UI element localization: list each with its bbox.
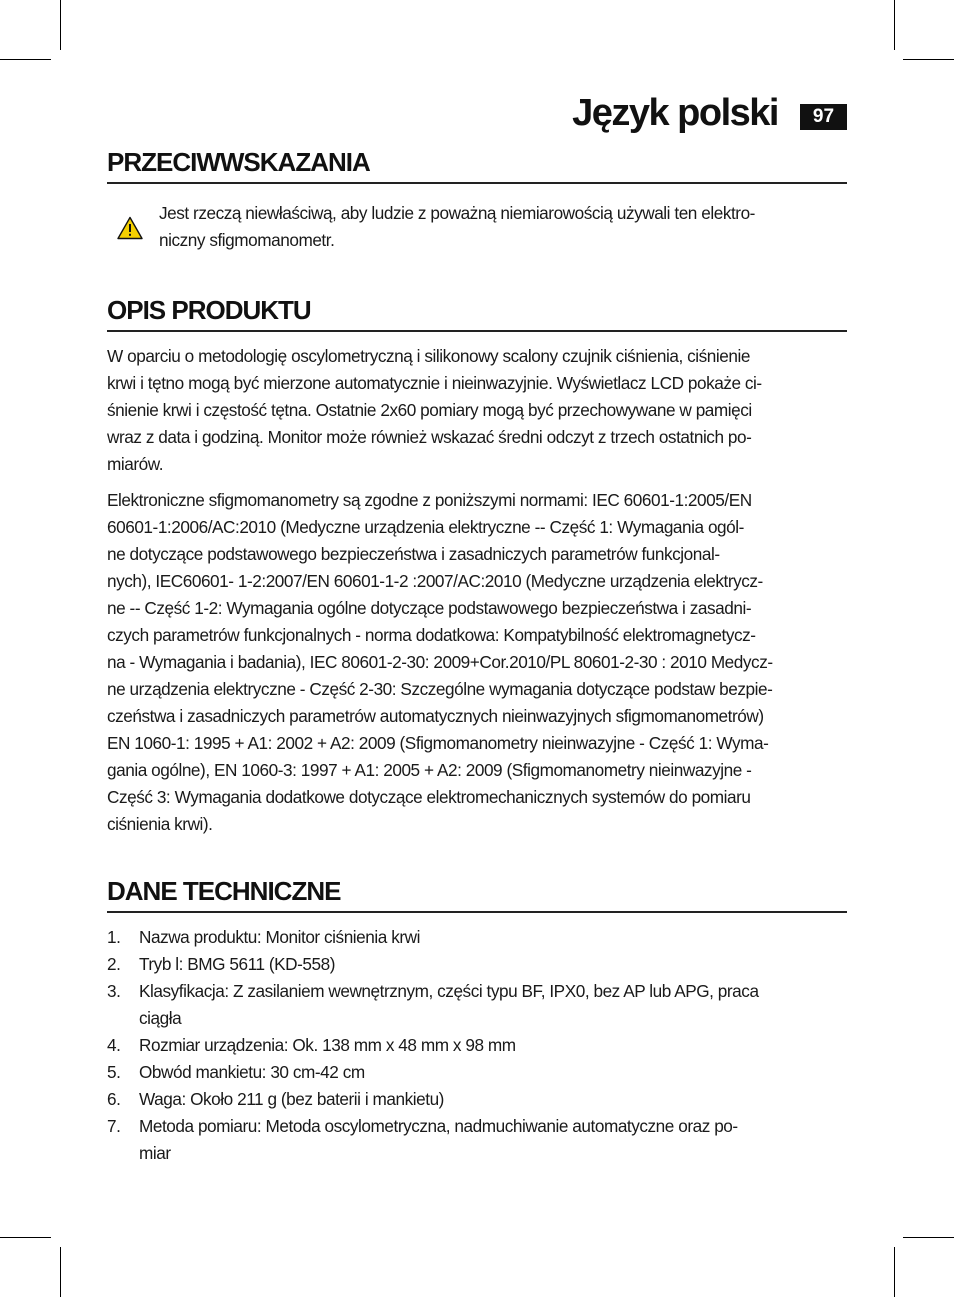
contraindications-section: [107, 147, 847, 254]
text-line: ne urządzenia elektryczne - Część 2-30: Szczególne wymagania dotyczące podstaw bezpie-: [107, 679, 773, 699]
list-item-text: Tryb l: BMG 5611 (KD-558): [139, 954, 336, 974]
page-number-badge: 97: [800, 104, 847, 130]
technical-data-heading: DANE TECHNICZNE: [107, 876, 847, 913]
list-item-number: 2.: [107, 954, 121, 974]
crop-mark: [894, 1247, 895, 1297]
warning-triangle-icon: [117, 216, 143, 240]
text-line: Jest rzeczą niewłaściwą, aby ludzie z poważną niemiarowością używali ten elektro-: [159, 203, 755, 223]
text-line: śnienie krwi i częstość tętna. Ostatnie 2x60 pomiary mogą być przechowywane w pamięci: [107, 400, 752, 420]
crop-mark: [903, 1237, 954, 1238]
text-line: gania ogólne), EN 1060-3: 1997 + A1: 2005 + A2: 2009 (Sfigmomanometry nieinwazyjne -: [107, 760, 752, 780]
description-paragraph-1: [107, 343, 847, 478]
text-line: ne dotyczące podstawowego bezpieczeństwa i zasadniczych parametrów funkcjonal-: [107, 544, 720, 564]
list-item-text: miar: [139, 1143, 171, 1163]
text-line: krwi i tętno mogą być mierzone automatycznie i nieinwazyjnie. Wyświetlacz LCD pokaże ci-: [107, 373, 762, 393]
list-item-text: Nazwa produktu: Monitor ciśnienia krwi: [139, 927, 420, 947]
list-item-text: Klasyfikacja: Z zasilaniem wewnętrznym, części typu BF, IPX0, bez AP lub APG, praca: [139, 981, 759, 1001]
product-description-heading: OPIS PRODUKTU: [107, 295, 847, 332]
crop-mark: [894, 0, 895, 50]
list-item: [107, 978, 847, 1032]
text-line: nych), IEC60601- 1-2:2007/EN 60601-1-2 :2007/AC:2010 (Medyczne urządzenia elektrycz-: [107, 571, 763, 591]
text-line: W oparciu o metodologię oscylometryczną i silikonowy scalony czujnik ciśnienia, ciśnienie: [107, 346, 750, 366]
technical-data-section: [107, 876, 847, 1167]
text-line: miarów.: [107, 454, 164, 474]
text-line: Część 3: Wymagania dodatkowe dotyczące elektromechanicznych systemów do pomiaru: [107, 787, 751, 807]
list-item-number: 6.: [107, 1089, 121, 1109]
list-item-text: ciągła: [139, 1008, 182, 1028]
text-line: na - Wymagania i badania), IEC 80601-2-30: 2009+Cor.2010/PL 80601-2-30 : 2010 Medycz-: [107, 652, 773, 672]
text-line: wraz z data i godziną. Monitor może również wskazać średni odczyt z trzech ostatnich po-: [107, 427, 752, 447]
list-item-text: Metoda pomiaru: Metoda oscylometryczna, nadmuchiwanie automatyczne oraz po-: [139, 1116, 738, 1136]
list-item: [107, 1086, 847, 1113]
crop-mark: [0, 59, 51, 60]
list-item-number: 5.: [107, 1062, 121, 1082]
warning-row: [107, 200, 847, 254]
list-item-text: Obwód mankietu: 30 cm-42 cm: [139, 1062, 365, 1082]
contraindication-text: [159, 200, 847, 254]
description-paragraph-2: [107, 487, 847, 838]
list-item: [107, 924, 847, 951]
text-line: czeństwa i zasadniczych parametrów automatycznych nieinwazyjnych sfigmomanometrów): [107, 706, 764, 726]
crop-mark: [0, 1237, 51, 1238]
crop-mark: [60, 1247, 61, 1297]
list-item: [107, 1059, 847, 1086]
list-item-number: 4.: [107, 1035, 121, 1055]
crop-mark: [903, 59, 954, 60]
list-item-number: 7.: [107, 1116, 121, 1136]
list-item: [107, 1032, 847, 1059]
text-line: niczny sfigmomanometr.: [159, 230, 335, 250]
list-item: [107, 951, 847, 978]
text-line: czych parametrów funkcjonalnych - norma dodatkowa: Kompatybilność elektromagnetycz-: [107, 625, 756, 645]
text-line: ciśnienia krwi).: [107, 814, 213, 834]
contraindications-heading: PRZECIWWSKAZANIA: [107, 147, 847, 184]
list-item-text: Waga: Około 211 g (bez baterii i mankietu): [139, 1089, 444, 1109]
text-line: 60601-1:2006/AC:2010 (Medyczne urządzenia elektryczne -- Część 1: Wymagania ogól-: [107, 517, 744, 537]
list-item-number: 3.: [107, 981, 121, 1001]
crop-mark: [60, 0, 61, 50]
text-line: ne -- Część 1-2: Wymagania ogólne dotyczące podstawowego bezpieczeństwa i zasadni-: [107, 598, 752, 618]
technical-data-list: [107, 924, 847, 1167]
list-item-text: Rozmiar urządzenia: Ok. 138 mm x 48 mm x 98 mm: [139, 1035, 516, 1055]
text-line: EN 1060-1: 1995 + A1: 2002 + A2: 2009 (Sfigmomanometry nieinwazyjne - Część 1: Wyma-: [107, 733, 769, 753]
list-item: [107, 1113, 847, 1167]
product-description-section: [107, 295, 847, 838]
page-language-title: Język polski: [572, 92, 778, 134]
text-line: Elektroniczne sfigmomanometry są zgodne z poniższymi normami: IEC 60601-1:2005/EN: [107, 490, 752, 510]
list-item-number: 1.: [107, 927, 121, 947]
